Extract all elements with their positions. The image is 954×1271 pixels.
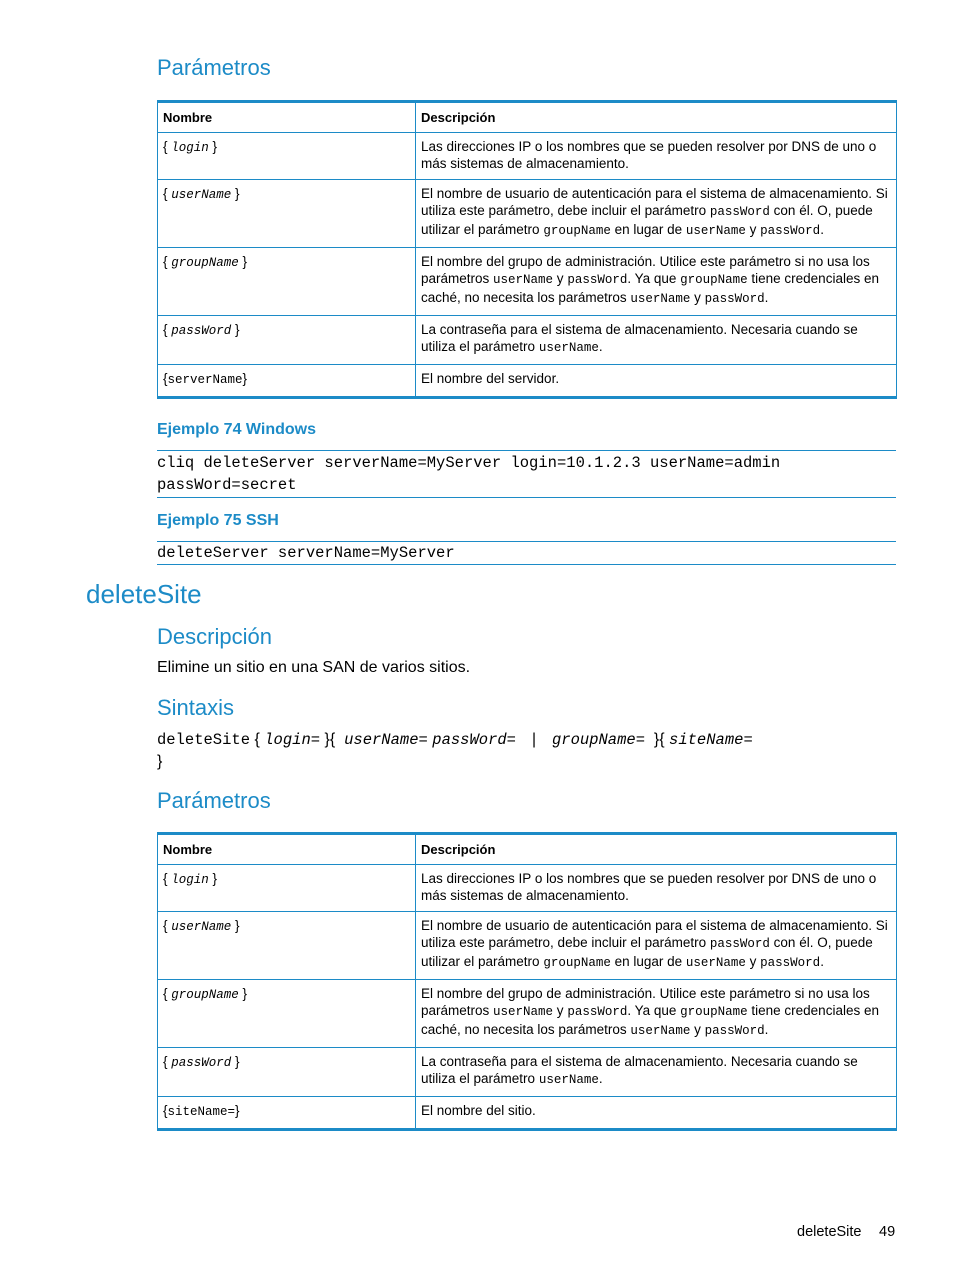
param-name: { login } <box>158 865 416 912</box>
table-row <box>158 1097 897 1130</box>
table-row <box>158 248 897 316</box>
param-description: Las direcciones IP o los nombres que se pueden resolver por DNS de uno o más sistemas de almacenamiento. <box>416 865 897 912</box>
table-row <box>158 912 897 980</box>
param-description: La contraseña para el sistema de almacenamiento. Necesaria cuando se utiliza el parámetro userName. <box>416 316 897 365</box>
param-description: El nombre del grupo de administración. Utilice este parámetro si no usa los parámetros userName y passWord. Ya que groupName tiene credenciales en caché, no necesita los parámetros userName y passWord. <box>416 980 897 1048</box>
param-name: { passWord } <box>158 316 416 365</box>
table-row <box>158 865 897 912</box>
param-name: { userName } <box>158 180 416 248</box>
footer-section-name: deleteSite <box>797 1224 862 1240</box>
table-row <box>158 1048 897 1097</box>
example-74-title: Ejemplo 74 Windows <box>157 421 316 438</box>
param-name: {serverName} <box>158 365 416 398</box>
param-name: { login } <box>158 133 416 180</box>
example-75-code: deleteServer serverName=MyServer <box>157 541 896 565</box>
table-header-row <box>158 102 897 133</box>
param-description: El nombre del grupo de administración. Utilice este parámetro si no usa los parámetros userName y passWord. Ya que groupName tiene credenciales en caché, no necesita los parámetros userName y passWord. <box>416 248 897 316</box>
table-header-row <box>158 834 897 865</box>
param-description: Las direcciones IP o los nombres que se pueden resolver por DNS de uno o más sistemas de almacenamiento. <box>416 133 897 180</box>
param-description: El nombre del sitio. <box>416 1097 897 1130</box>
parameters-table <box>157 100 897 399</box>
page-number: 49 <box>879 1224 896 1240</box>
params-heading: Parámetros <box>157 55 271 80</box>
param-name: { userName } <box>158 912 416 980</box>
table-row <box>158 180 897 248</box>
column-header-description: Descripción <box>416 834 897 865</box>
column-header-name: Nombre <box>158 834 416 865</box>
param-description: El nombre del servidor. <box>416 365 897 398</box>
param-name: { groupName } <box>158 980 416 1048</box>
params-heading: Parámetros <box>157 788 271 813</box>
example-75-title: Ejemplo 75 SSH <box>157 512 279 529</box>
column-header-name: Nombre <box>158 102 416 133</box>
syntax-block: deleteSite { login= }{ userName= passWord= | groupName= }{ siteName= } <box>157 731 753 770</box>
param-name: { groupName } <box>158 248 416 316</box>
param-name: {siteName=} <box>158 1097 416 1130</box>
param-description: El nombre de usuario de autenticación para el sistema de almacenamiento. Si utiliza este parámetro, debe incluir el parámetro passWord con él. O, puede utilizar el parámetro groupName en lugar de userName y passWord. <box>416 180 897 248</box>
syntax-heading: Sintaxis <box>157 695 235 720</box>
table-row <box>158 316 897 365</box>
table-row <box>158 365 897 398</box>
parameters-table <box>157 832 897 1131</box>
description-text: Elimine un sitio en una SAN de varios sitios. <box>157 659 471 676</box>
description-heading: Descripción <box>157 624 272 649</box>
param-description: La contraseña para el sistema de almacenamiento. Necesaria cuando se utiliza el parámetro userName. <box>416 1048 897 1097</box>
table-row <box>158 980 897 1048</box>
example-74-code: cliq deleteServer serverName=MyServer login=10.1.2.3 userName=admin passWord=secret <box>157 450 896 498</box>
param-description: El nombre de usuario de autenticación para el sistema de almacenamiento. Si utiliza este parámetro, debe incluir el parámetro passWord con él. O, puede utilizar el parámetro groupName en lugar de userName y passWord. <box>416 912 897 980</box>
column-header-description: Descripción <box>416 102 897 133</box>
param-name: { passWord } <box>158 1048 416 1097</box>
table-row <box>158 133 897 180</box>
section-title: deleteSite <box>86 579 202 609</box>
